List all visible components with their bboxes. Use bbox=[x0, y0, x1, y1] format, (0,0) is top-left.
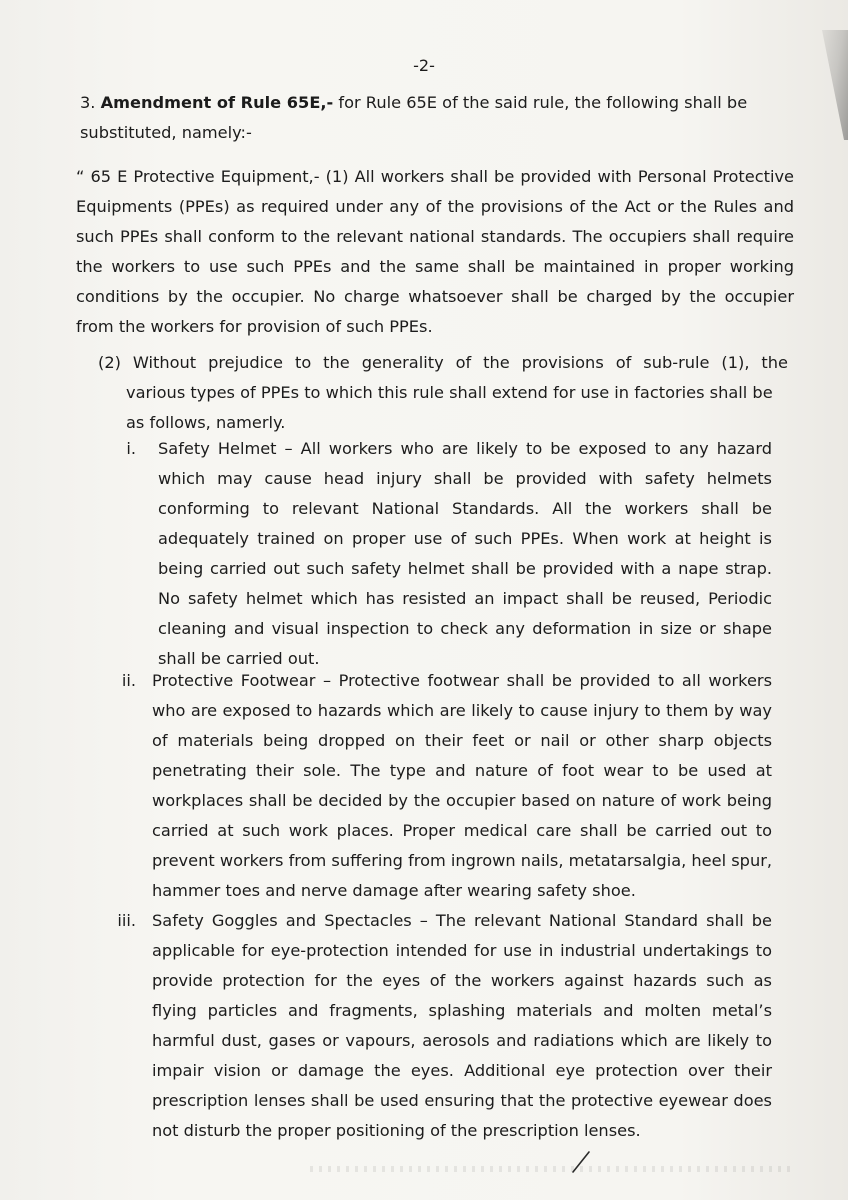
amendment-number: 3. bbox=[80, 93, 96, 112]
sub-rule-2-first-line: (2) Without prejudice to the generality of the provisions of sub-rule (1), the bbox=[98, 353, 788, 372]
scan-artifact bbox=[310, 1166, 790, 1172]
list-item-safety-helmet bbox=[80, 434, 772, 674]
rule-65e-paragraph: “ 65 E Protective Equipment,- (1) All workers shall be provided with Personal Protective Equipments (PPEs) as required under any of the provisions of the Act or the Rules and such PPEs shall conform to the relevant national standards. The occupiers shall require the workers to use such PPEs and the same shall be maintained in proper working conditions by the occupier. No charge whatsoever shall be charged by the occupier from the workers for provision of such PPEs. bbox=[76, 167, 794, 336]
scan-shadow bbox=[808, 30, 848, 140]
page-number: -2- bbox=[413, 56, 435, 75]
list-numeral: iii. bbox=[117, 911, 136, 930]
list-item-safety-goggles bbox=[80, 906, 772, 1146]
amendment-text: for Rule 65E of the said rule, the following shall be substituted, namely:- bbox=[80, 93, 748, 142]
pen-tick-mark bbox=[570, 1150, 592, 1174]
list-item-protective-footwear bbox=[80, 666, 772, 906]
list-item-text: Safety Helmet – All workers who are likely to be exposed to any hazard which may cause head injury shall be provided with safety helmets conforming to relevant National Standards. All the workers shall be adequately trained on proper use of such PPEs. When work at height is being carried out such safety helmet shall be provided with a nape strap. No safety helmet which has resisted an impact shall be reused, Periodic cleaning and visual inspection to check any deformation in size or shape shall be carried out. bbox=[158, 439, 772, 668]
list-item-text: Safety Goggles and Spectacles – The relevant National Standard shall be applicable for eye-protection intended for use in industrial undertakings to provide protection for the eyes of the workers against hazards such as flying particles and fragments, splashing materials and molten metal’s harmful dust, gases or vapours, aerosols and radiations which are likely to impair vision or damage the eyes. Additional eye protection over their prescription lenses shall be used ensuring that the protective eyewear does not disturb the proper positioning of the prescription lenses. bbox=[152, 911, 772, 1140]
amendment-heading: Amendment of Rule 65E,- bbox=[100, 93, 334, 112]
list-numeral: ii. bbox=[121, 671, 136, 690]
list-item-text: Protective Footwear – Protective footwear shall be provided to all workers who are exposed to hazards which are likely to cause injury to them by way of materials being dropped on their feet or nail or other sharp objects penetrating their sole. The type and nature of foot wear to be used at workplaces shall be decided by the occupier based on nature of work being carried at such work places. Proper medical care shall be carried out to prevent workers from suffering from ingrown nails, metatarsalgia, heel spur, hammer toes and nerve damage after wearing safety shoe. bbox=[152, 671, 773, 900]
sub-rule-2-paragraph bbox=[98, 348, 788, 438]
sub-rule-2-continuation: various types of PPEs to which this rule shall extend for use in factories shall be as follows, namerly. bbox=[126, 383, 773, 432]
list-numeral: i. bbox=[126, 439, 136, 458]
amendment-paragraph bbox=[80, 88, 780, 148]
